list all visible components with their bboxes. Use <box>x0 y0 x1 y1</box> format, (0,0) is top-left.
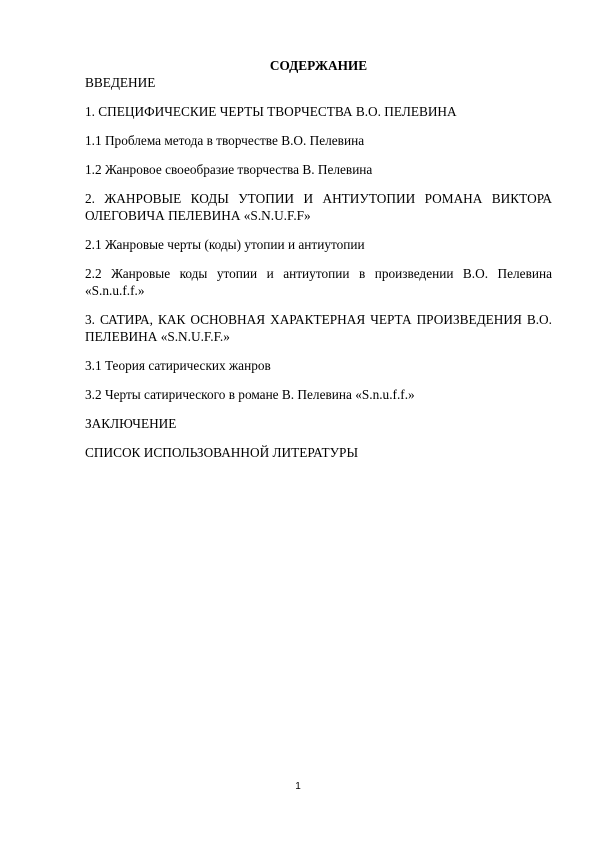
page-number: 1 <box>295 781 301 792</box>
toc-title: СОДЕРЖАНИЕ <box>269 58 368 73</box>
table-of-contents <box>85 57 552 473</box>
toc-entry-chapter-1: 1. СПЕЦИФИЧЕСКИЕ ЧЕРТЫ ТВОРЧЕСТВА В.О. ПЕЛЕВИНА <box>85 104 457 119</box>
toc-entry-section-2-1: 2.1 Жанровые черты (коды) утопии и антиутопии <box>85 237 365 252</box>
toc-entry-introduction: ВВЕДЕНИЕ <box>85 75 156 90</box>
toc-entry-chapter-3: 3. САТИРА, КАК ОСНОВНАЯ ХАРАКТЕРНАЯ ЧЕРТА ПРОИЗВЕДЕНИЯ В.О. ПЕЛЕВИНА «S.N.U.F.F.» <box>85 312 552 344</box>
toc-entry-section-1-1: 1.1 Проблема метода в творчестве В.О. Пелевина <box>85 133 365 148</box>
toc-entry-chapter-2: 2. ЖАНРОВЫЕ КОДЫ УТОПИИ И АНТИУТОПИИ РОМАНА ВИКТОРА ОЛЕГОВИЧА ПЕЛЕВИНА «S.N.U.F.F» <box>85 191 552 223</box>
toc-entry-section-3-1: 3.1 Теория сатирических жанров <box>85 358 271 373</box>
toc-entry-section-3-2: 3.2 Черты сатирического в романе В. Пелевина «S.n.u.f.f.» <box>85 387 415 402</box>
toc-entry-conclusion: ЗАКЛЮЧЕНИЕ <box>85 416 177 431</box>
toc-entry-section-2-2: 2.2 Жанровые коды утопии и антиутопии в произведении В.О. Пелевина «S.n.u.f.f.» <box>85 266 552 298</box>
toc-entry-section-1-2: 1.2 Жанровое своеобразие творчества В. Пелевина <box>85 162 373 177</box>
toc-entry-bibliography: СПИСОК ИСПОЛЬЗОВАННОЙ ЛИТЕРАТУРЫ <box>85 445 359 460</box>
